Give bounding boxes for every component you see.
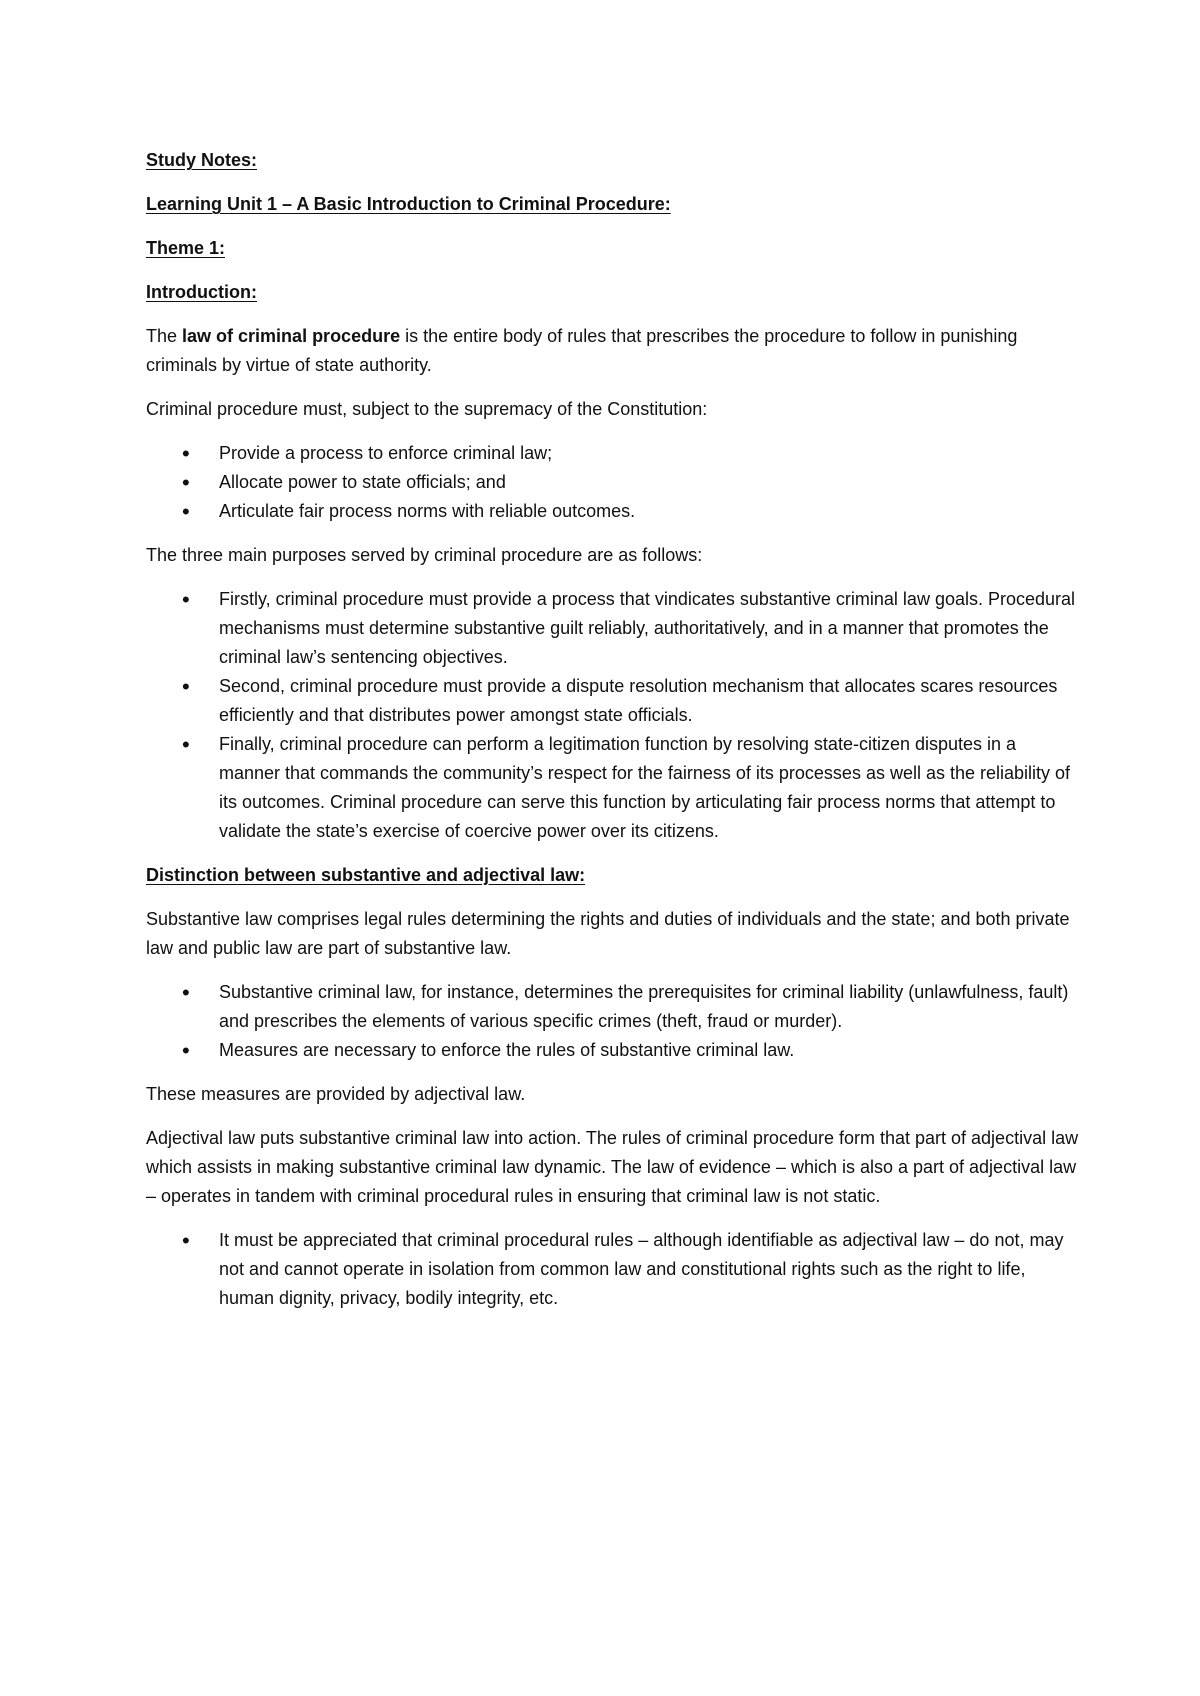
distinction-paragraph-adjectival: Adjectival law puts substantive criminal law into action. The rules of criminal procedure form that part of adjectival law which assists in making substantive criminal law dynamic. The law of evidence – which is also a part of adjectival law – operates in tandem with criminal procedural rules in ensuring that criminal law is not static.: [146, 1128, 1079, 1206]
intro-purposes-list: [146, 585, 1080, 846]
list-item: • It must be appreciated that criminal procedural rules – although identifiable as adjectival law – do not, may not and cannot operate in isolation from common law and constitutional rights such as the right to life, human dignity, privacy, bodily integrity, etc.: [146, 1226, 1080, 1313]
intro-paragraph-bold-term: law of criminal procedure: [182, 326, 401, 346]
list-item: • Allocate power to state officials; and: [146, 468, 1080, 497]
intro-paragraph-pre: The: [146, 326, 183, 346]
distinction-paragraph-substantive: Substantive law comprises legal rules determining the rights and duties of individuals and the state; and both private law and public law are part of substantive law.: [146, 909, 1070, 958]
intro-requirements-list: [146, 439, 1080, 526]
introduction-heading: Introduction:: [146, 282, 257, 302]
intro-paragraph-constitution: Criminal procedure must, subject to the supremacy of the Constitution:: [146, 399, 708, 419]
list-item: • Provide a process to enforce criminal law;: [146, 439, 1080, 468]
learning-unit-heading: Learning Unit 1 – A Basic Introduction to Criminal Procedure:: [146, 194, 671, 214]
distinction-adjectival-list: [146, 1226, 1080, 1313]
list-item: • Articulate fair process norms with reliable outcomes.: [146, 497, 1080, 526]
distinction-paragraph-measures: These measures are provided by adjectival law.: [146, 1084, 526, 1104]
list-item: • Second, criminal procedure must provide a dispute resolution mechanism that allocates scares resources efficiently and that distributes power amongst state officials.: [146, 672, 1080, 730]
study-notes-heading: Study Notes:: [146, 150, 258, 170]
intro-paragraph-post: is the entire body of rules that prescribes the procedure to follow in punishing criminals by virtue of state authority.: [146, 326, 1018, 375]
distinction-heading: Distinction between substantive and adjectival law:: [146, 865, 586, 885]
distinction-substantive-list: [146, 978, 1080, 1065]
list-item: • Substantive criminal law, for instance, determines the prerequisites for criminal liability (unlawfulness, fault) and prescribes the elements of various specific crimes (theft, fraud or murder).: [146, 978, 1080, 1036]
list-item: • Measures are necessary to enforce the rules of substantive criminal law.: [146, 1036, 1080, 1065]
list-item: • Firstly, criminal procedure must provide a process that vindicates substantive criminal law goals. Procedural mechanisms must determine substantive guilt reliably, authoritatively, and in a manner that promotes the criminal law’s sentencing objectives.: [146, 585, 1080, 672]
intro-paragraph-definition: [146, 322, 1080, 380]
list-item: • Finally, criminal procedure can perform a legitimation function by resolving state-citizen disputes in a manner that commands the community’s respect for the fairness of its processes as well as the reliability of its outcomes. Criminal procedure can serve this function by articulating fair process norms that attempt to validate the state’s exercise of coercive power over its citizens.: [146, 730, 1080, 846]
intro-paragraph-purposes: The three main purposes served by criminal procedure are as follows:: [146, 545, 703, 565]
theme-heading: Theme 1:: [146, 238, 226, 258]
